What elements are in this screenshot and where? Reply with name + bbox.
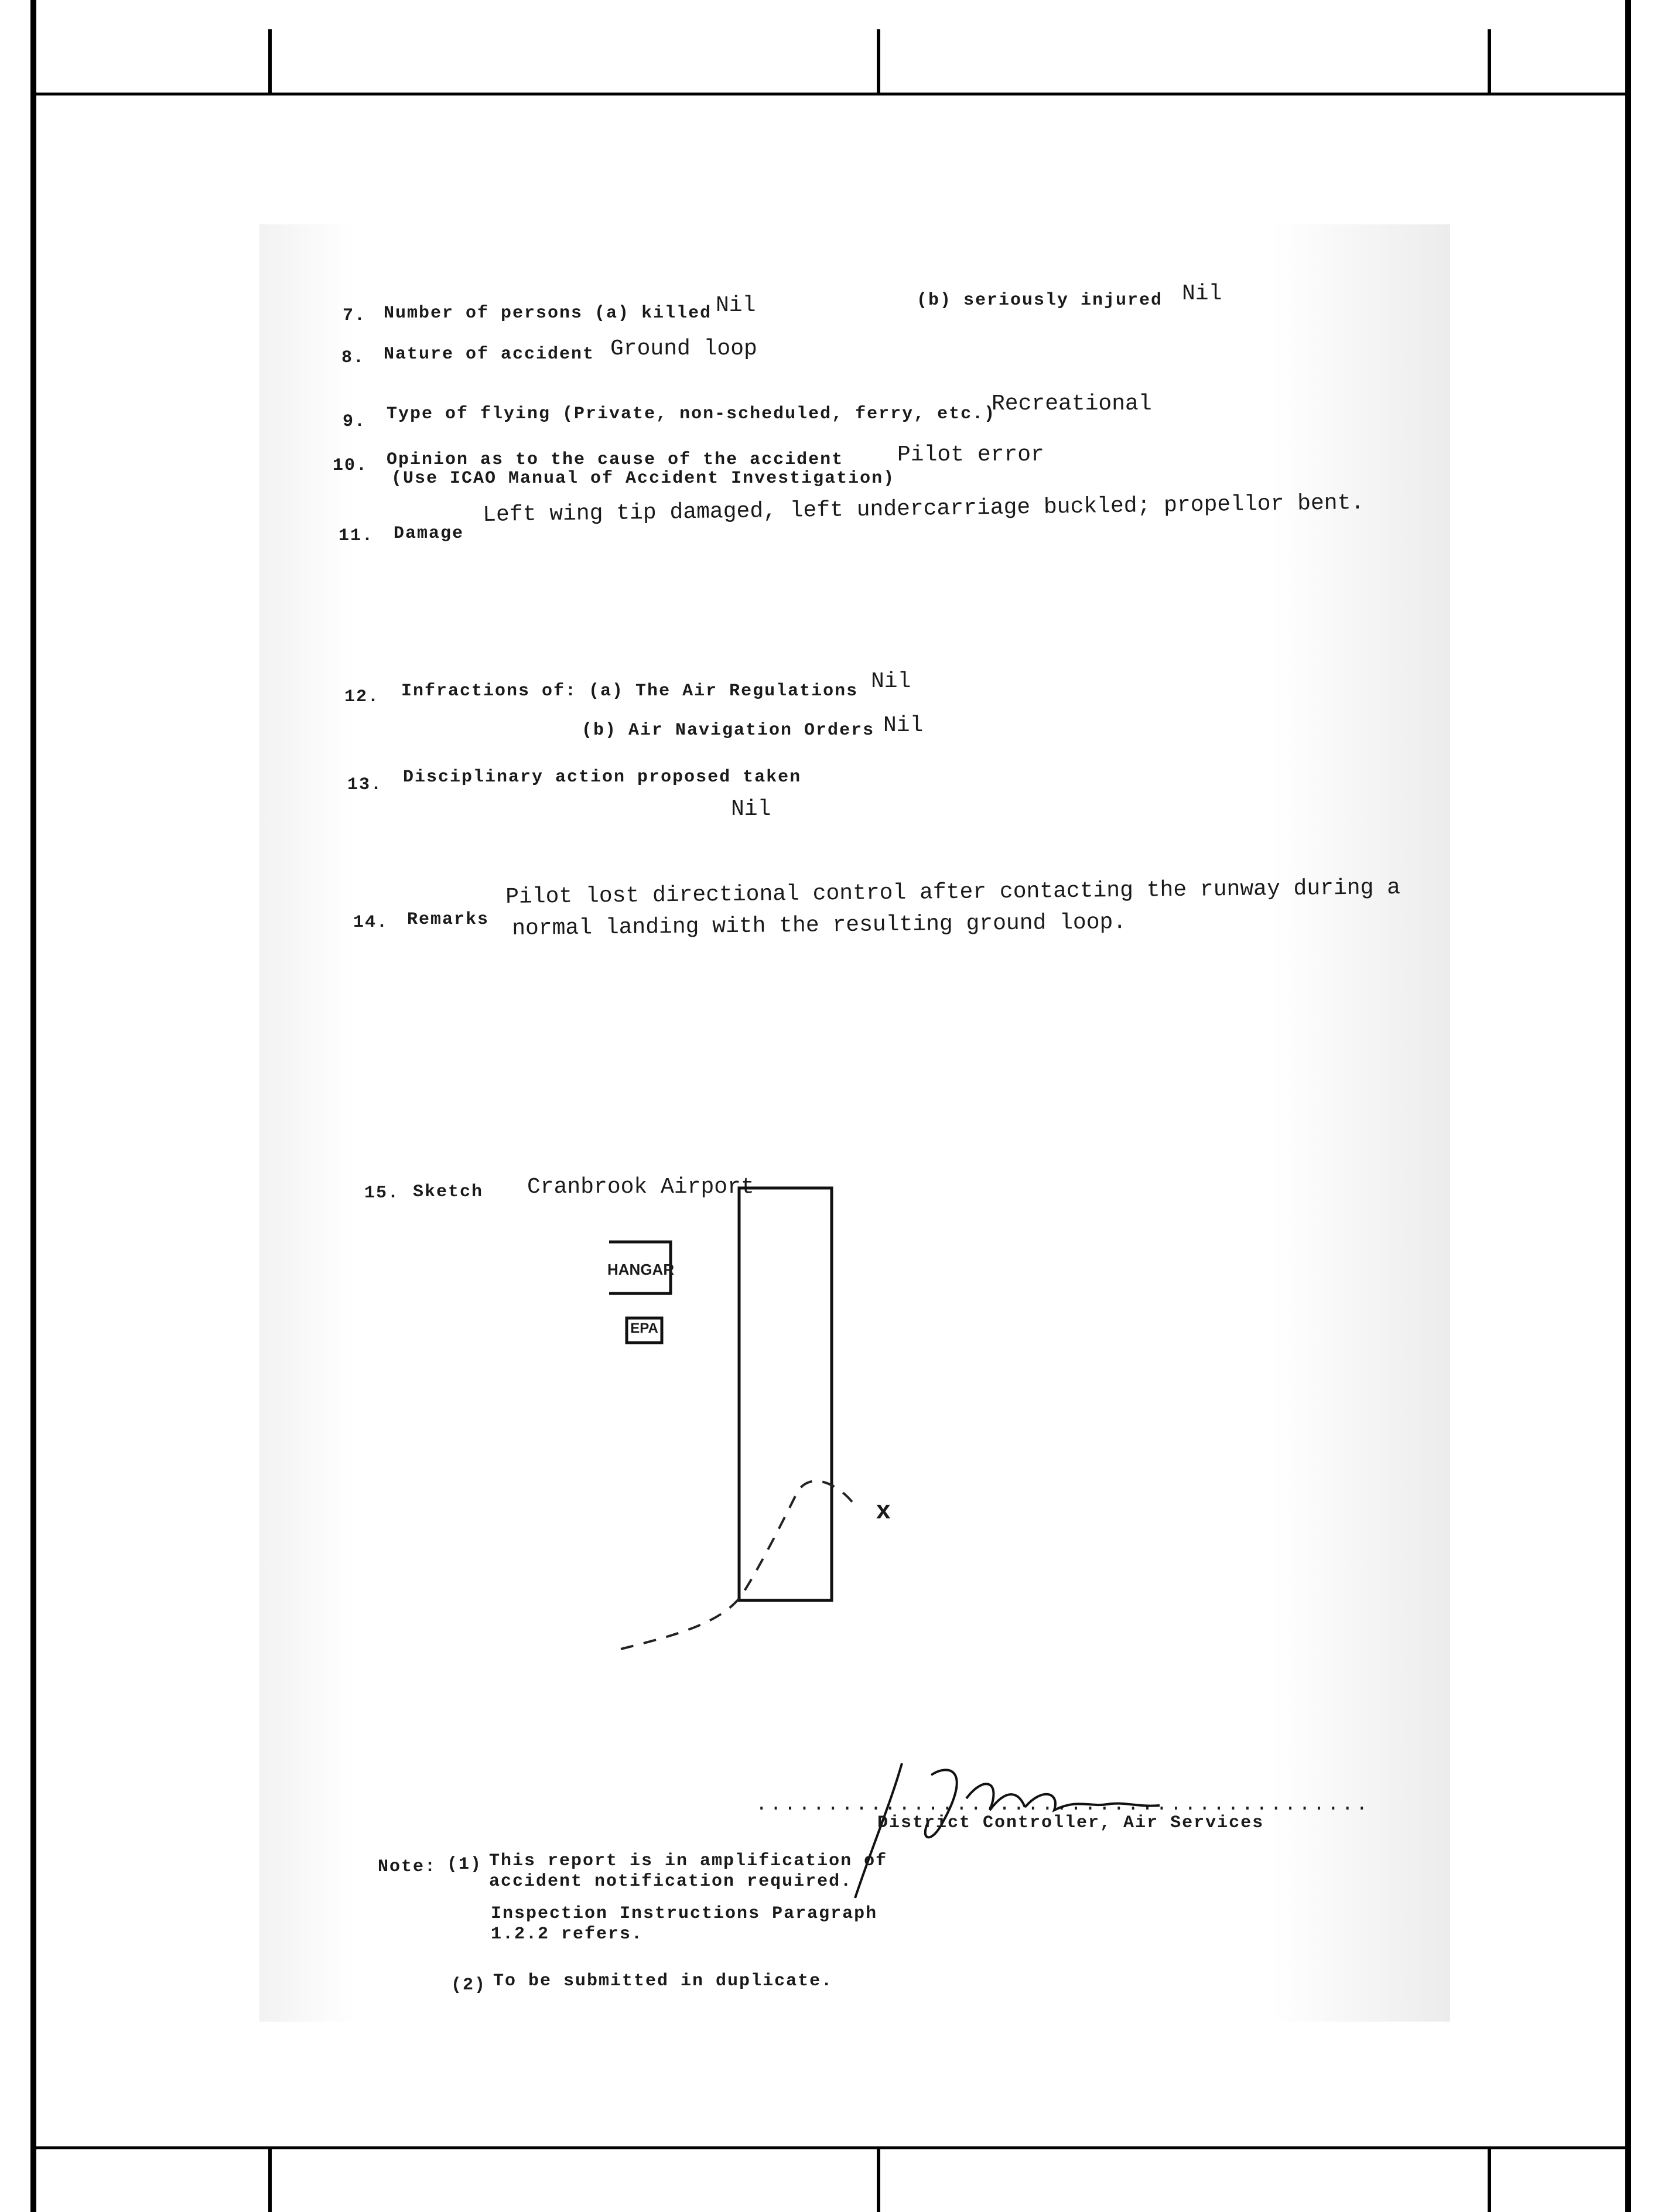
item-12-label: Infractions of: (a) The Air Regulations (401, 681, 859, 701)
note-1-line1: This report is in amplification of (489, 1851, 888, 1871)
frame-bottom-tick-1 (268, 2146, 272, 2212)
item-12-regulations-value: Nil (871, 669, 911, 694)
impact-mark: x (876, 1496, 891, 1524)
item-10-label-line2: (Use ICAO Manual of Accident Investigation) (391, 469, 895, 489)
runway-outline (739, 1188, 832, 1600)
item-14-remarks-line1: Pilot lost directional control after contacting the runway during a (505, 875, 1401, 910)
note-1-line3: Inspection Instructions Paragraph (491, 1904, 878, 1924)
item-13-label: Disciplinary action proposed taken (403, 767, 802, 787)
item-11-value: Left wing tip damaged, left undercarriage buckled; propellor bent. (483, 490, 1365, 528)
signature-image (832, 1752, 1212, 1916)
frame-bottom-tick-3 (1488, 2146, 1491, 2212)
sketch-title: Cranbrook Airport (527, 1175, 754, 1200)
note-1-number: (1) (447, 1855, 483, 1875)
epa-label: EPA (630, 1320, 658, 1336)
note-label: Note: (378, 1857, 437, 1877)
item-10-label: Opinion as to the cause of the accident (387, 450, 844, 470)
frame-right-bar (1625, 0, 1631, 2212)
item-9-number: 9. (343, 412, 367, 432)
item-15-number: 15. (364, 1183, 400, 1203)
item-7-killed-value: Nil (716, 293, 756, 318)
item-14-label: Remarks (407, 910, 490, 930)
item-13-number: 13. (347, 775, 383, 795)
signature-title: District Controller, Air Services (877, 1813, 1264, 1833)
item-7-label: Number of persons (a) killed (384, 303, 712, 323)
note-1-line4: 1.2.2 refers. (491, 1924, 644, 1944)
item-7-number: 7. (343, 306, 367, 326)
signature-line: ........................................... (756, 1794, 1370, 1816)
item-12-orders-value: Nil (883, 713, 924, 738)
item-8-value: Ground loop (610, 336, 757, 361)
note-2-text: To be submitted in duplicate. (493, 1971, 833, 1991)
frame-bottom-tick-2 (877, 2146, 880, 2212)
item-7-label-b: (b) seriously injured (917, 291, 1163, 310)
item-8-number: 8. (341, 348, 365, 368)
item-10-number: 10. (333, 456, 368, 476)
note-2-number: (2) (451, 1975, 487, 1995)
item-7-injured-value: Nil (1182, 281, 1222, 306)
item-15-label: Sketch (413, 1182, 484, 1202)
item-14-number: 14. (353, 913, 389, 933)
item-12-number: 12. (344, 687, 380, 707)
item-11-label: Damage (394, 524, 464, 544)
item-13-value: Nil (731, 797, 771, 822)
item-10-value: Pilot error (897, 442, 1044, 467)
note-1-line2: accident notification required. (489, 1872, 853, 1892)
item-14-remarks-line2: normal landing with the resulting ground loop. (512, 910, 1127, 941)
frame-top-tick-1 (268, 29, 272, 95)
item-9-value: Recreational (992, 391, 1152, 417)
hangar-label: HANGAR (607, 1261, 675, 1278)
item-8-label: Nature of accident (384, 344, 595, 364)
frame-top-tick-3 (1488, 29, 1491, 95)
frame-top-tick-2 (877, 29, 880, 95)
item-9-label: Type of flying (Private, non-scheduled, ferry, etc.) (387, 404, 996, 424)
item-11-number: 11. (339, 526, 374, 546)
frame-left-bar (30, 0, 36, 2212)
airport-sketch (609, 1177, 937, 1675)
item-12-label-b: (b) Air Navigation Orders (582, 721, 875, 740)
